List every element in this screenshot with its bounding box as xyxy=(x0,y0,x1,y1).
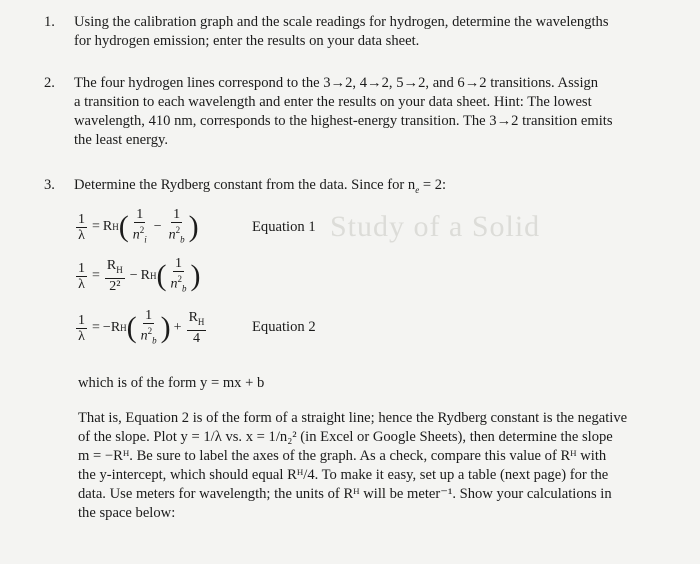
question-1-line-1: Using the calibration graph and the scale readings for hydrogen, determine the wavelengths xyxy=(74,14,609,30)
equation-2: $\frac{1}{\lambda}$ = − R H ( $\frac{1}{n^2_b}$ ) + $\frac{R_H}{4}$ xyxy=(78,308,205,347)
equation-1: $\frac{1}{\lambda}$ = R H ( $\frac{1}{n^2_i}$ − $\frac{1}{n^2_b}$ ) xyxy=(78,207,199,245)
question-number: 2. xyxy=(44,75,55,91)
form-statement: which is of the form y = mx + b xyxy=(78,375,265,391)
instructions-line-3: m = −Rᴴ. Be sure to label the axes of the graph. As a check, compare this value of Rᴴ with xyxy=(78,448,607,464)
instructions-line-2: of the slope. Plot y = 1/λ vs. x = 1/n₂² (in Excel or Google Sheets), then determine the slope xyxy=(78,429,613,445)
watermark-text: Study of a Solid xyxy=(330,210,541,243)
question-number: 1. xyxy=(44,14,55,30)
question-2-line-4: the least energy. xyxy=(74,132,169,148)
instructions-line-6: the space below: xyxy=(78,505,176,521)
question-number: 3. xyxy=(44,177,55,193)
question-3-intro: Determine the Rydberg constant from the data. Since for $n_e = 2$: xyxy=(74,177,447,195)
instructions-line-1: That is, Equation 2 is of the form of a straight line; hence the Rydberg constant is the negative xyxy=(78,410,628,426)
instructions-line-4: the y-intercept, which should equal Rᴴ/4. To make it easy, set up a table (next page) for the xyxy=(78,467,609,483)
equation-intermediate: $\frac{1}{\lambda}$ = $\frac{R_H}{\text{2²}}$ − R H ( $\frac{1}{n^2_b}$ ) xyxy=(78,256,201,295)
equation-1-label: Equation 1 xyxy=(252,219,316,235)
question-2-line-2: a transition to each wavelength and enter the results on your data sheet. Hint: The lowest xyxy=(74,94,592,110)
question-2-line-3: wavelength, 410 nm, corresponds to the highest-energy transition. The 3→2 transition emits xyxy=(74,113,613,129)
question-2-line-1: The four hydrogen lines correspond to the 3→2, 4→2, 5→2, and 6→2 transitions. Assign xyxy=(74,75,599,91)
equation-2-label: Equation 2 xyxy=(252,319,316,335)
question-1-line-2: for hydrogen emission; enter the results on your data sheet. xyxy=(74,33,420,49)
instructions-line-5: data. Use meters for wavelength; the units of Rᴴ will be meter⁻¹. Show your calculations in xyxy=(78,486,612,502)
